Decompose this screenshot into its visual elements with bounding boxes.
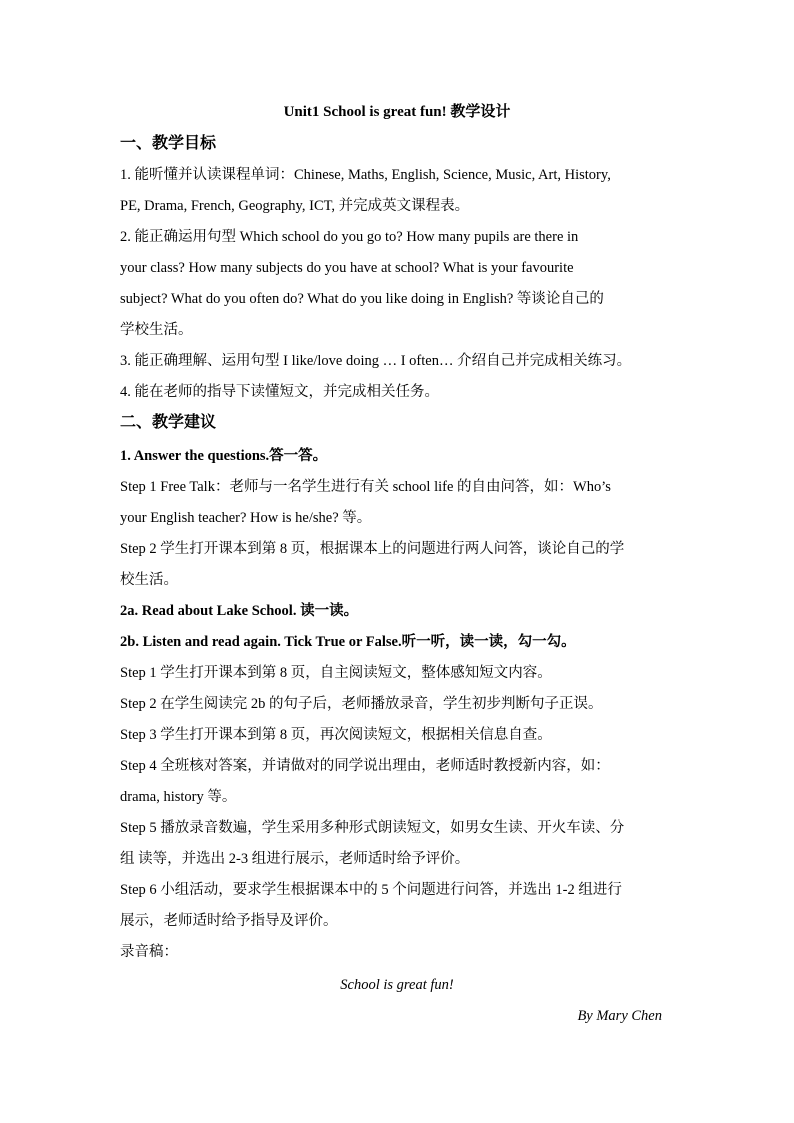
script-label: 录音稿： (120, 944, 178, 960)
goal-2-line-1: 2. 能正确运用句型 Which school do you go to? How many pupils are there in (120, 229, 579, 245)
task-2b-step-2: Step 2 在学生阅读完 2b 的句子后，老师播放录音，学生初步判断句子正误。 (120, 696, 603, 712)
task-2a-heading: 2a. Read about Lake School. 读一读。 (120, 603, 359, 619)
goal-3: 3. 能正确理解、运用句型 I like/love doing … I often… 介绍自己并完成相关练习。 (120, 353, 632, 369)
task-2b-step-5-line-1: Step 5 播放录音数遍，学生采用多种形式朗读短文，如男女生读、开火车读、分 (120, 820, 625, 836)
script-title: School is great fun! (340, 977, 454, 993)
document-title: Unit1 School is great fun! 教学设计 (283, 104, 511, 120)
goal-1-line-1: 1. 能听懂并认读课程单词：Chinese, Maths, English, Science, Music, Art, History, (120, 167, 611, 183)
goal-2-line-3: subject? What do you often do? What do you like doing in English? 等谈论自己的 (120, 291, 604, 307)
task-2b-heading: 2b. Listen and read again. Tick True or False.听一听，读一读，勾一勾。 (120, 634, 576, 650)
goal-2-line-2: your class? How many subjects do you have at school? What is your favourite (120, 260, 574, 276)
task-1-step-1-line-2: your English teacher? How is he/she? 等。 (120, 510, 372, 526)
task-1-heading: 1. Answer the questions.答一答。 (120, 448, 328, 464)
section-heading-suggestions: 二、教学建议 (120, 414, 217, 431)
task-1-step-2-line-2: 校生活。 (120, 572, 178, 588)
section-heading-goals: 一、教学目标 (120, 135, 217, 152)
task-2b-step-5-line-2: 组 读等，并选出 2-3 组进行展示，老师适时给予评价。 (120, 851, 470, 867)
task-1-step-2-line-1: Step 2 学生打开课本到第 8 页，根据课本上的问题进行两人问答，谈论自己的学 (120, 541, 625, 557)
script-author: By Mary Chen (577, 1008, 662, 1024)
task-2b-step-1: Step 1 学生打开课本到第 8 页，自主阅读短文，整体感知短文内容。 (120, 665, 552, 681)
goal-4: 4. 能在老师的指导下读懂短文，并完成相关任务。 (120, 384, 439, 400)
task-1-step-1-line-1: Step 1 Free Talk：老师与一名学生进行有关 school life 的自由问答，如：Who’s (120, 479, 611, 495)
task-2b-step-6-line-1: Step 6 小组活动，要求学生根据课本中的 5 个问题进行问答，并选出 1-2 组进行 (120, 882, 622, 898)
task-2b-step-3: Step 3 学生打开课本到第 8 页，再次阅读短文，根据相关信息自查。 (120, 727, 552, 743)
goal-2-line-4: 学校生活。 (120, 322, 193, 338)
goal-1-line-2: PE, Drama, French, Geography, ICT, 并完成英文课程表。 (120, 198, 470, 214)
task-2b-step-4-line-1: Step 4 全班核对答案，并请做对的同学说出理由，老师适时教授新内容，如： (120, 758, 610, 774)
task-2b-step-6-line-2: 展示，老师适时给予指导及评价。 (120, 913, 338, 929)
task-2b-step-4-line-2: drama, history 等。 (120, 789, 237, 805)
